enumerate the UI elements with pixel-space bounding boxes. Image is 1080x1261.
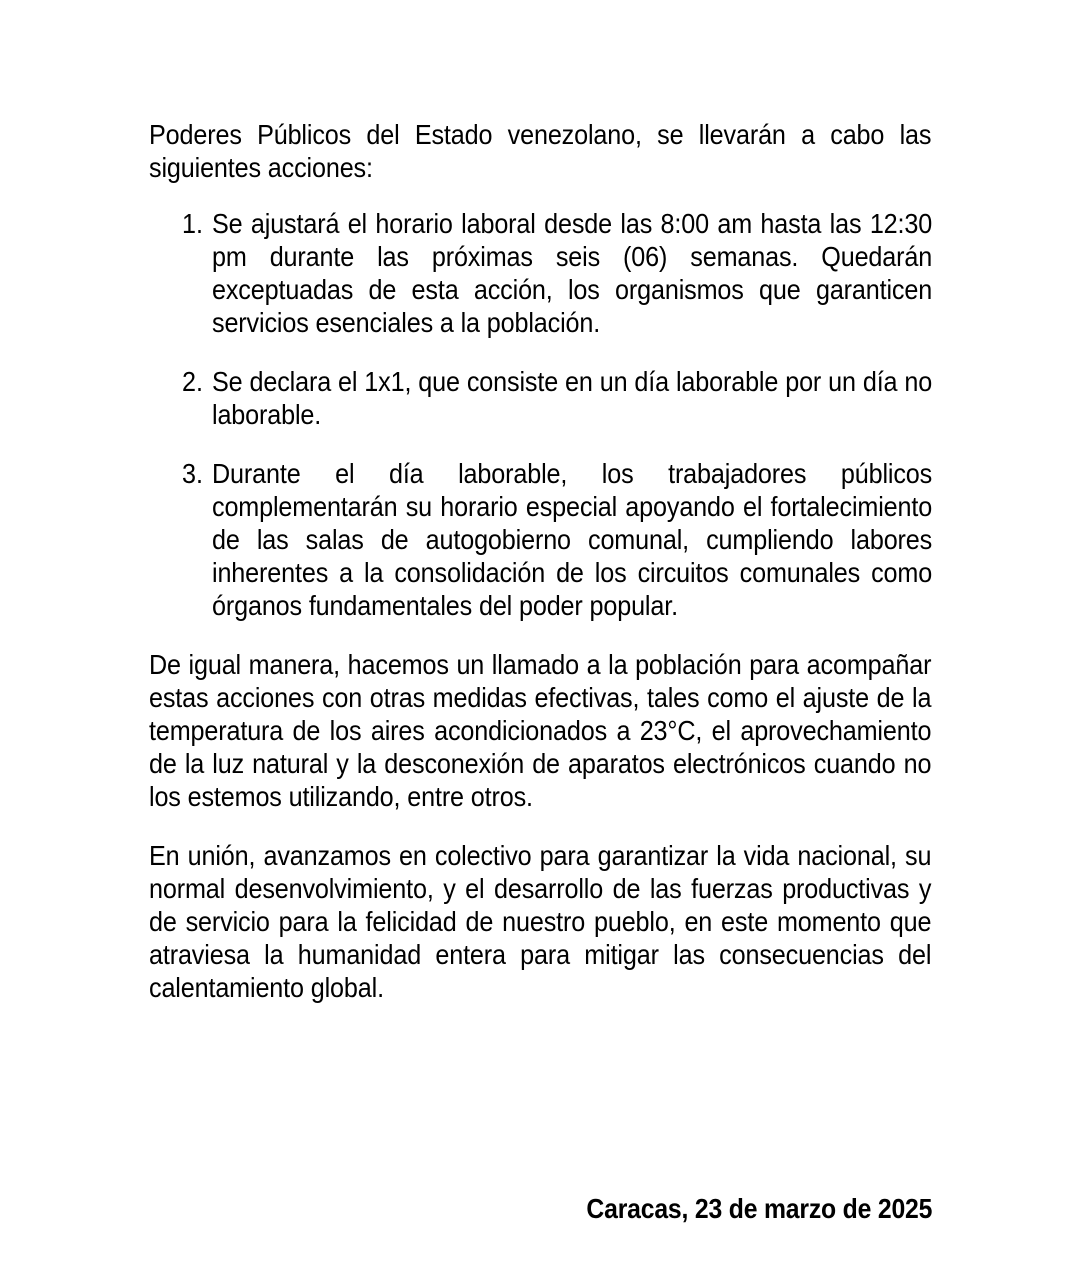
list-item-marker-3: 3. <box>182 458 203 489</box>
document-body <box>149 118 932 1004</box>
list-item <box>149 207 932 339</box>
signature-block <box>149 1192 932 1225</box>
actions-list <box>149 207 932 622</box>
list-item-text-2: Se declara el 1x1, que consiste en un día laborable por un día no laborable. <box>212 366 933 430</box>
closing-paragraph: En unión, avanzamos en colectivo para garantizar la vida nacional, su normal desenvolvimiento, y el desarrollo de las fuerzas productivas y de servicio para la felicidad de nuestro pueblo, en este momento que atraviesa la humanidad entera para mitigar las consecuencias del calentamiento global. <box>149 840 932 1003</box>
list-item-marker-1: 1. <box>182 208 203 239</box>
list-item-text-3: Durante el día laborable, los trabajadores públicos complementarán su horario especial apoyando el fortalecimiento de las salas de autogobierno comunal, cumpliendo labores inherentes a la consolidación de los circuitos comunales como órganos fundamentales del poder popular. <box>212 458 933 621</box>
measures-paragraph: De igual manera, hacemos un llamado a la población para acompañar estas acciones con otras medidas efectivas, tales como el ajuste de la temperatura de los aires acondicionados a 23°C, el aprovechamiento de la luz natural y la desconexión de aparatos electrónicos cuando no los estemos utilizando, entre otros. <box>149 649 932 812</box>
list-item-text-1: Se ajustará el horario laboral desde las 8:00 am hasta las 12:30 pm durante las próximas seis (06) semanas. Quedarán exceptuadas de esta acción, los organismos que garanticen servicios esenciales a la población. <box>212 208 933 338</box>
intro-paragraph: Poderes Públicos del Estado venezolano, se llevarán a cabo las siguientes acciones: <box>149 119 932 183</box>
signature-place-date: Caracas, 23 de marzo de 2025 <box>586 1193 932 1224</box>
list-item <box>149 457 932 622</box>
list-item-marker-2: 2. <box>182 366 203 397</box>
list-item <box>149 365 932 431</box>
